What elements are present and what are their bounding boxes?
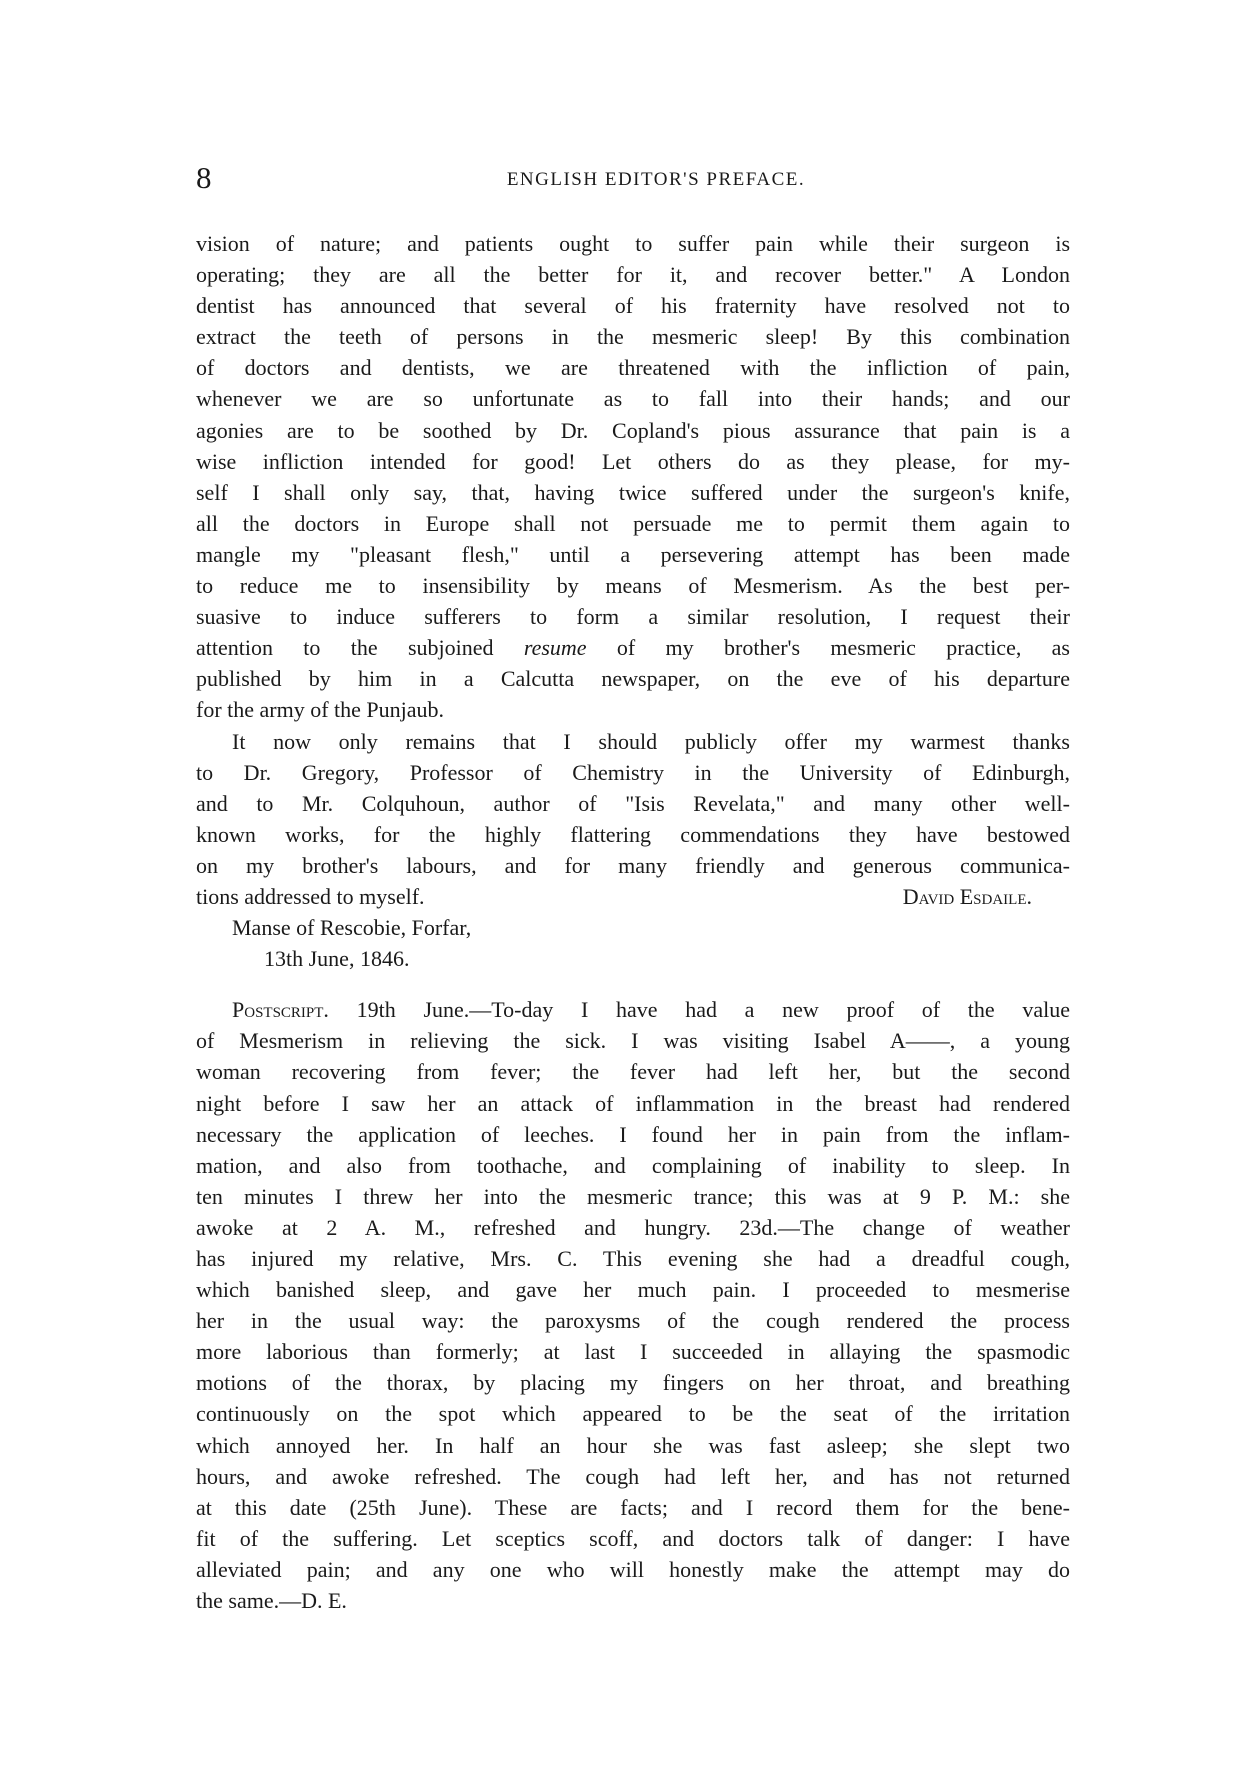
text-line: It now only remains that I should publicly offer my warmest thanks [232, 728, 1070, 754]
text-line: awoke at 2 A. M., refreshed and hungry. 23d.—The change of weather [196, 1214, 1070, 1240]
text-line: vision of nature; and patients ought to suffer pain while their surgeon is [196, 231, 1070, 256]
text-line: of doctors and dentists, we are threatened with the infliction of pain, [196, 355, 1070, 381]
text-line: alleviated pain; and any one who will honestly make the attempt may do [196, 1556, 1070, 1582]
text-line: necessary the application of leeches. I found her in pain from the inflam- [196, 1121, 1070, 1147]
text-line: mangle my "pleasant flesh," until a persevering attempt has been made [196, 541, 1070, 567]
postscript-body [196, 1025, 1070, 1585]
text-line: her in the usual way: the paroxysms of the cough rendered the process [196, 1308, 1070, 1334]
paragraph-1 [196, 228, 1070, 632]
paragraph-2 [196, 726, 1070, 881]
signature-line [196, 881, 1070, 912]
text-line: has injured my relative, Mrs. C. This evening she had a dreadful cough, [196, 1246, 1070, 1271]
text-line: to reduce me to insensibility by means of Mesmerism. As the best per- [196, 573, 1070, 599]
text-line: attention to the subjoined resume of my brother's mesmeric practice, as [196, 635, 1070, 661]
text-line: operating; they are all the better for it, and recover better." A London [196, 262, 1070, 288]
text-line: which annoyed her. In half an hour she was fast asleep; she slept two [196, 1432, 1070, 1458]
text-line: fit of the suffering. Let sceptics scoff, and doctors talk of danger: I have [196, 1525, 1070, 1551]
text-line: continuously on the spot which appeared to be the seat of the irritation [196, 1401, 1070, 1427]
text-line: self I shall only say, that, having twice suffered under the surgeon's knife, [196, 479, 1070, 505]
text-line: whenever we are so unfortunate as to fall into their hands; and our [196, 386, 1070, 412]
italic-word: resume [523, 635, 587, 661]
text-line: night before I saw her an attack of inflammation in the breast had rendered [196, 1090, 1070, 1116]
text-line: agonies are to be soothed by Dr. Copland's pious assurance that pain is a [196, 417, 1070, 443]
postscript-first-line: Postscript. 19th June.—To-day I have had a new proof of the value [232, 997, 1071, 1023]
postscript-label: Postscript. [232, 997, 329, 1023]
text-line: suasive to induce sufferers to form a similar resolution, I request their [196, 604, 1070, 630]
text-line: which banished sleep, and gave her much pain. I proceeded to mesmerise [196, 1277, 1070, 1303]
closing-text: tions addressed to myself. [196, 883, 425, 909]
signature-name: David Esdaile. [902, 883, 1032, 909]
signature-date: 13th June, 1846. [264, 946, 410, 972]
postscript-last-line: the same.—D. E. [196, 1588, 347, 1614]
text-line: extract the teeth of persons in the mesmeric sleep! By this combination [196, 324, 1070, 350]
text-line: of Mesmerism in relieving the sick. I was visiting Isabel A——, a young [196, 1028, 1070, 1054]
text-line: to Dr. Gregory, Professor of Chemistry in the University of Edinburgh, [196, 759, 1070, 785]
page-header [196, 160, 1076, 200]
text-line: ten minutes I threw her into the mesmeric trance; this was at 9 P. M.: she [196, 1183, 1070, 1209]
text-line: and to Mr. Colquhoun, author of "Isis Revelata," and many other well- [196, 790, 1070, 816]
running-head: ENGLISH EDITOR'S PREFACE. [506, 169, 806, 190]
text-line: at this date (25th June). These are facts; and I record them for the bene- [196, 1494, 1070, 1520]
text-line: woman recovering from fever; the fever had left her, but the second [196, 1059, 1070, 1085]
text-line: for the army of the Punjaub. [196, 697, 445, 723]
text-line: motions of the thorax, by placing my fingers on her throat, and breathing [196, 1370, 1070, 1396]
text-line: published by him in a Calcutta newspaper, on the eve of his departure [196, 666, 1070, 692]
page-number: 8 [196, 160, 212, 195]
text-line: dentist has announced that several of his fraternity have resolved not to [196, 293, 1070, 319]
text-line: known works, for the highly flattering commendations they have bestowed [196, 821, 1070, 847]
signature-place: Manse of Rescobie, Forfar, [232, 915, 472, 941]
body-text [196, 228, 1070, 1616]
text-line: on my brother's labours, and for many friendly and generous communica- [196, 852, 1070, 878]
text-line: hours, and awoke refreshed. The cough had left her, and has not returned [196, 1463, 1070, 1489]
text-line: more laborious than formerly; at last I succeeded in allaying the spasmodic [196, 1339, 1070, 1365]
text-line: wise infliction intended for good! Let others do as they please, for my- [196, 448, 1070, 474]
text-line: mation, and also from toothache, and complaining of inability to sleep. In [196, 1152, 1070, 1178]
text-line: all the doctors in Europe shall not persuade me to permit them again to [196, 510, 1070, 536]
